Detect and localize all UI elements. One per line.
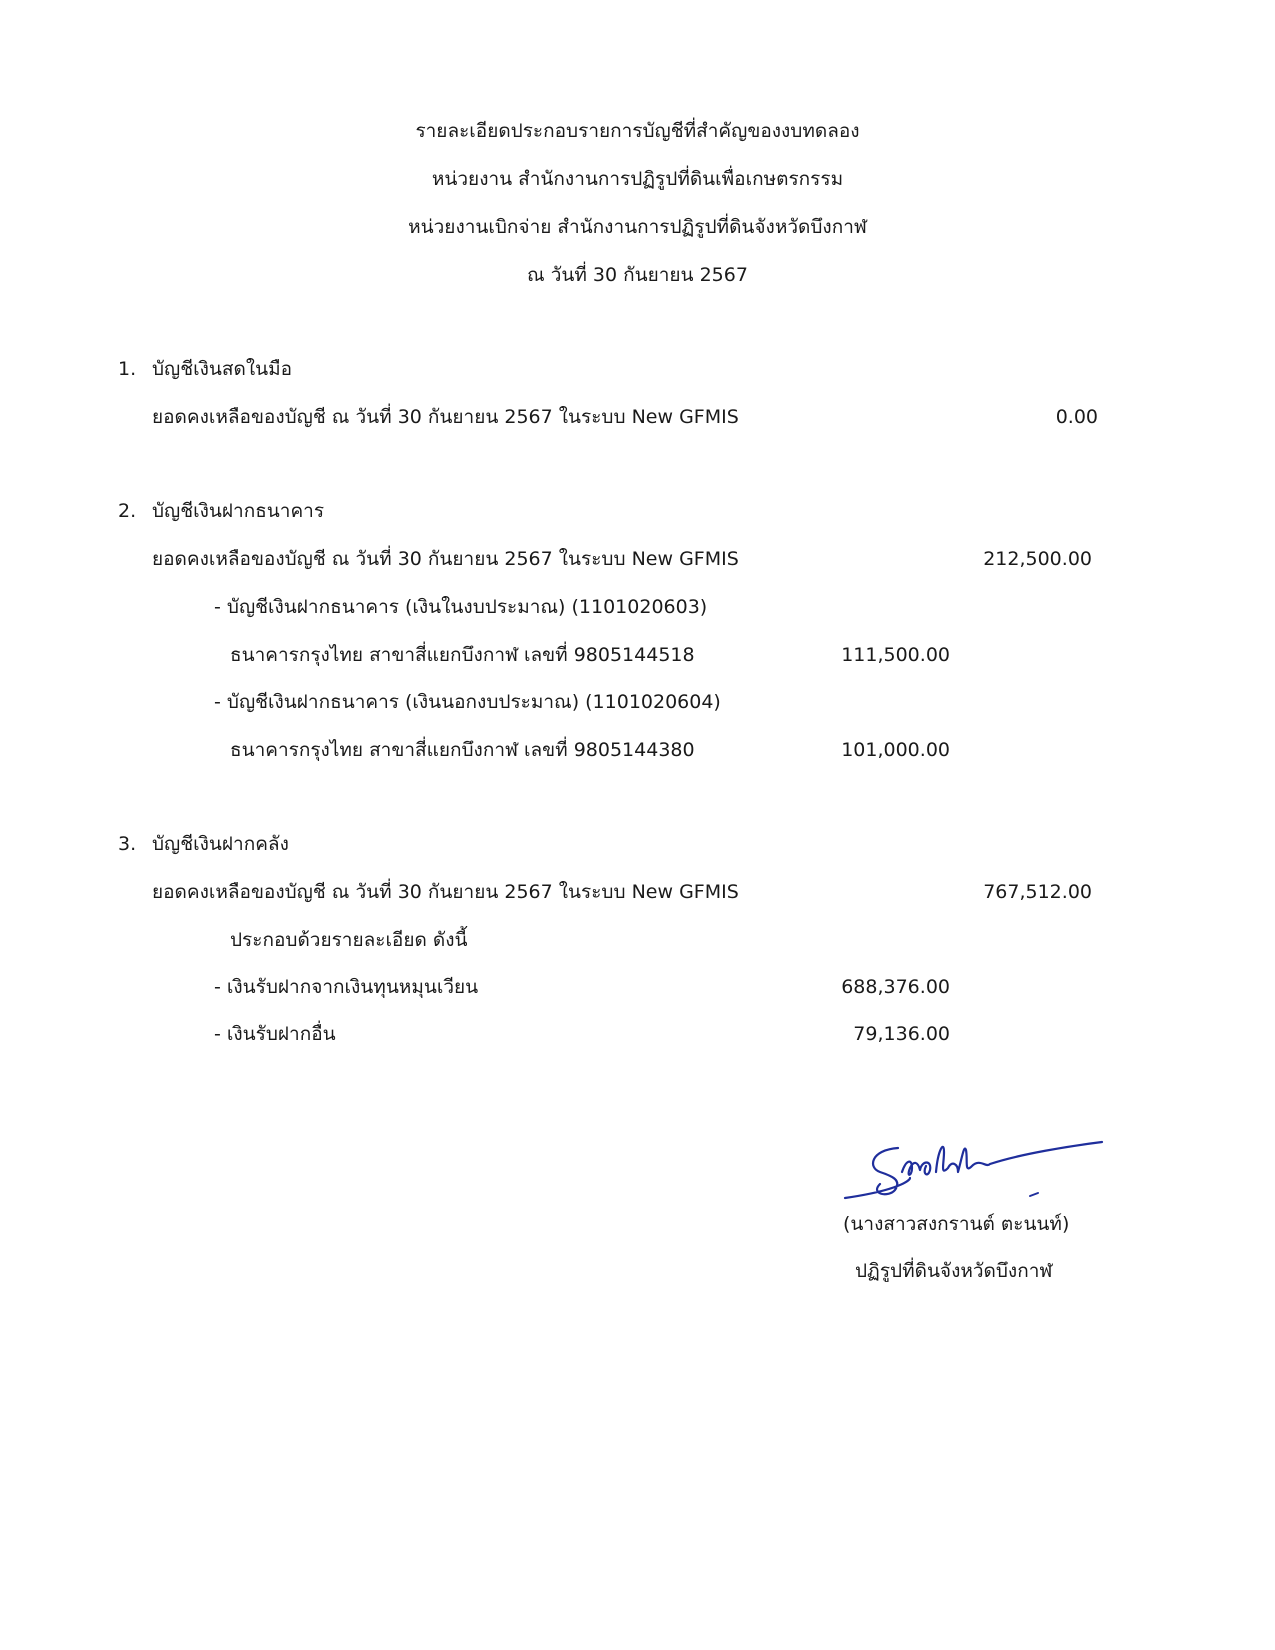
section-2-number: 2. (118, 500, 137, 522)
bank-account-2-value: 101,000.00 (841, 739, 950, 761)
section-3-detail-intro: ประกอบด้วยรายละเอียด ดังนี้ (230, 929, 468, 951)
section-1-balance-value: 0.00 (1055, 406, 1098, 428)
section-2-balance-label: ยอดคงเหลือของบัญชี ณ วันที่ 30 กันยายน 2567 ในระบบ New GFMIS (152, 548, 739, 570)
signatory-name: (นางสาวสงกรานต์ ตะนนท์) (843, 1213, 1070, 1235)
signature-mark (840, 1120, 1110, 1205)
treasury-item-2-value: 79,136.00 (853, 1023, 950, 1045)
agency-line: หน่วยงาน สำนักงานการปฏิรูปที่ดินเพื่อเกษตรกรรม (431, 168, 844, 190)
section-3-balance-value: 767,512.00 (983, 881, 1092, 903)
signatory-position: ปฏิรูปที่ดินจังหวัดบึงกาฬ (855, 1260, 1053, 1282)
section-2-title: บัญชีเงินฝากธนาคาร (152, 500, 325, 522)
bank-account-2-title: - บัญชีเงินฝากธนาคาร (เงินนอกงบประมาณ) (1101020604) (214, 691, 721, 713)
disbursing-unit-line: หน่วยงานเบิกจ่าย สำนักงานการปฏิรูปที่ดินจังหวัดบึงกาฬ (408, 216, 867, 238)
bank-account-1-detail: ธนาคารกรุงไทย สาขาสี่แยกบึงกาฬ เลขที่ 9805144518 (230, 644, 695, 666)
doc-title: รายละเอียดประกอบรายการบัญชีที่สำคัญของงบทดลอง (415, 120, 860, 142)
section-2-balance-value: 212,500.00 (983, 548, 1092, 570)
section-3-title: บัญชีเงินฝากคลัง (152, 833, 289, 855)
bank-account-1-title: - บัญชีเงินฝากธนาคาร (เงินในงบประมาณ) (1101020603) (214, 596, 708, 618)
treasury-item-1-value: 688,376.00 (841, 976, 950, 998)
section-1-balance-label: ยอดคงเหลือของบัญชี ณ วันที่ 30 กันยายน 2567 ในระบบ New GFMIS (152, 406, 739, 428)
as-of-date-line: ณ วันที่ 30 กันยายน 2567 (527, 264, 748, 286)
section-1-number: 1. (118, 358, 137, 380)
section-1-title: บัญชีเงินสดในมือ (152, 358, 293, 380)
treasury-item-2-label: - เงินรับฝากอื่น (214, 1023, 336, 1045)
bank-account-1-value: 111,500.00 (841, 644, 950, 666)
treasury-item-1-label: - เงินรับฝากจากเงินทุนหมุนเวียน (214, 976, 479, 998)
section-3-balance-label: ยอดคงเหลือของบัญชี ณ วันที่ 30 กันยายน 2567 ในระบบ New GFMIS (152, 881, 739, 903)
section-3-number: 3. (118, 833, 137, 855)
bank-account-2-detail: ธนาคารกรุงไทย สาขาสี่แยกบึงกาฬ เลขที่ 9805144380 (230, 739, 695, 761)
